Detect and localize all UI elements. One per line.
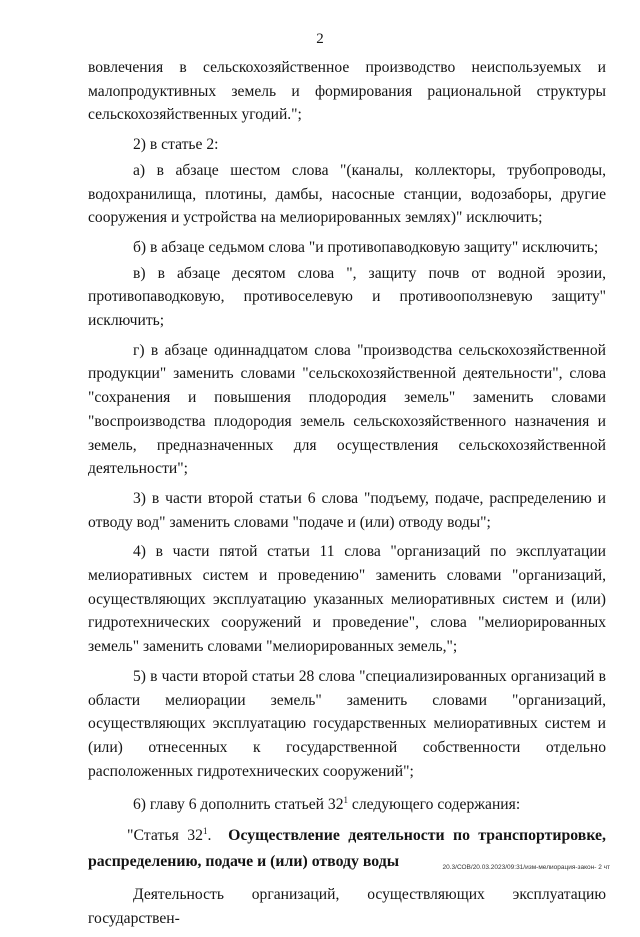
paragraph-item-3: 3) в части второй статьи 6 слова "подъему, подаче, распределению и отводу вод" заменить словами "подаче и (или) отводу воды"; bbox=[88, 489, 606, 531]
paragraph-item-2g: г) в абзаце одиннадцатом слова "производства сельскохозяйственной продукции" заменить словами "сельскохозяйственной деятельности", слова "сохранения и повышения плодородия земель" заменить словами "воспроизводства плодородия земель сельскохозяйственного назначения и земель, предназначенных для осуществления сельскохозяйственной деятельности"; bbox=[88, 341, 606, 478]
chapter-addition-superscript: 1 bbox=[343, 795, 349, 806]
paragraph-item-5: 5) в части второй статьи 28 слова "специализированных организаций в области мелиорации земель" заменить словами "организаций, осуществляющих эксплуатацию государственных мелиоративных систем и (или) отнесенных к государственной собственности отдельно расположенных гидротехнических сооружений"; bbox=[88, 667, 606, 780]
article-title: Осуществление деятельности по транспортировке, распределению, подаче и (или) отводу воды bbox=[88, 827, 606, 871]
document-body bbox=[88, 56, 606, 937]
article-superscript: 1 bbox=[203, 826, 208, 837]
chapter-addition-before: 6) главу 6 дополнить статьей 32 bbox=[133, 796, 344, 814]
paragraph-item-2b: б) в абзаце седьмом слова "и противопаводковую защиту" исключить; bbox=[133, 238, 599, 256]
chapter-addition-after: следующего содержания: bbox=[348, 796, 521, 814]
article-prefix: "Статья 32 bbox=[127, 827, 203, 845]
paragraph-continuation: вовлечения в сельскохозяйственное производство неиспользуемых и малопродуктивных земель и формирования рациональной структуры сельскохозяйственных угодий."; bbox=[88, 59, 606, 124]
paragraph-item-4: 4) в части пятой статьи 11 слова "организаций по эксплуатации мелиоративных систем и проведению" заменить словами "организаций, осуществляющих эксплуатацию указанных мелиоративных систем и (или) гидротехнических сооружений и проведение", слова "мелиорированных земель" заменить словами "мелиорированных земель,"; bbox=[88, 543, 606, 656]
page-number: 2 bbox=[316, 31, 324, 47]
paragraph-item-2a: а) в абзаце шестом слова "(каналы, коллекторы, трубопроводы, водохранилища, плотины, дамбы, насосные станции, водозаборы, другие сооружения и устройства на мелиорированных землях)" исключить; bbox=[88, 161, 606, 227]
footer-document-code: 20.3/СОВ/20.03.2023/09:31/изм-мелиорация-закон- 2 чт bbox=[442, 864, 610, 871]
article-dot: . bbox=[207, 827, 212, 845]
paragraph-last: Деятельность организаций, осуществляющих эксплуатацию государствен- bbox=[88, 886, 606, 927]
paragraph-item-2v: в) в абзаце десятом слова ", защиту почв от водной эрозии, противопаводковую, противоселевую и противооползневую защиту" исключить; bbox=[88, 264, 606, 330]
paragraph-item-6 bbox=[88, 793, 606, 817]
paragraph-item-2: 2) в статье 2: bbox=[133, 136, 219, 154]
